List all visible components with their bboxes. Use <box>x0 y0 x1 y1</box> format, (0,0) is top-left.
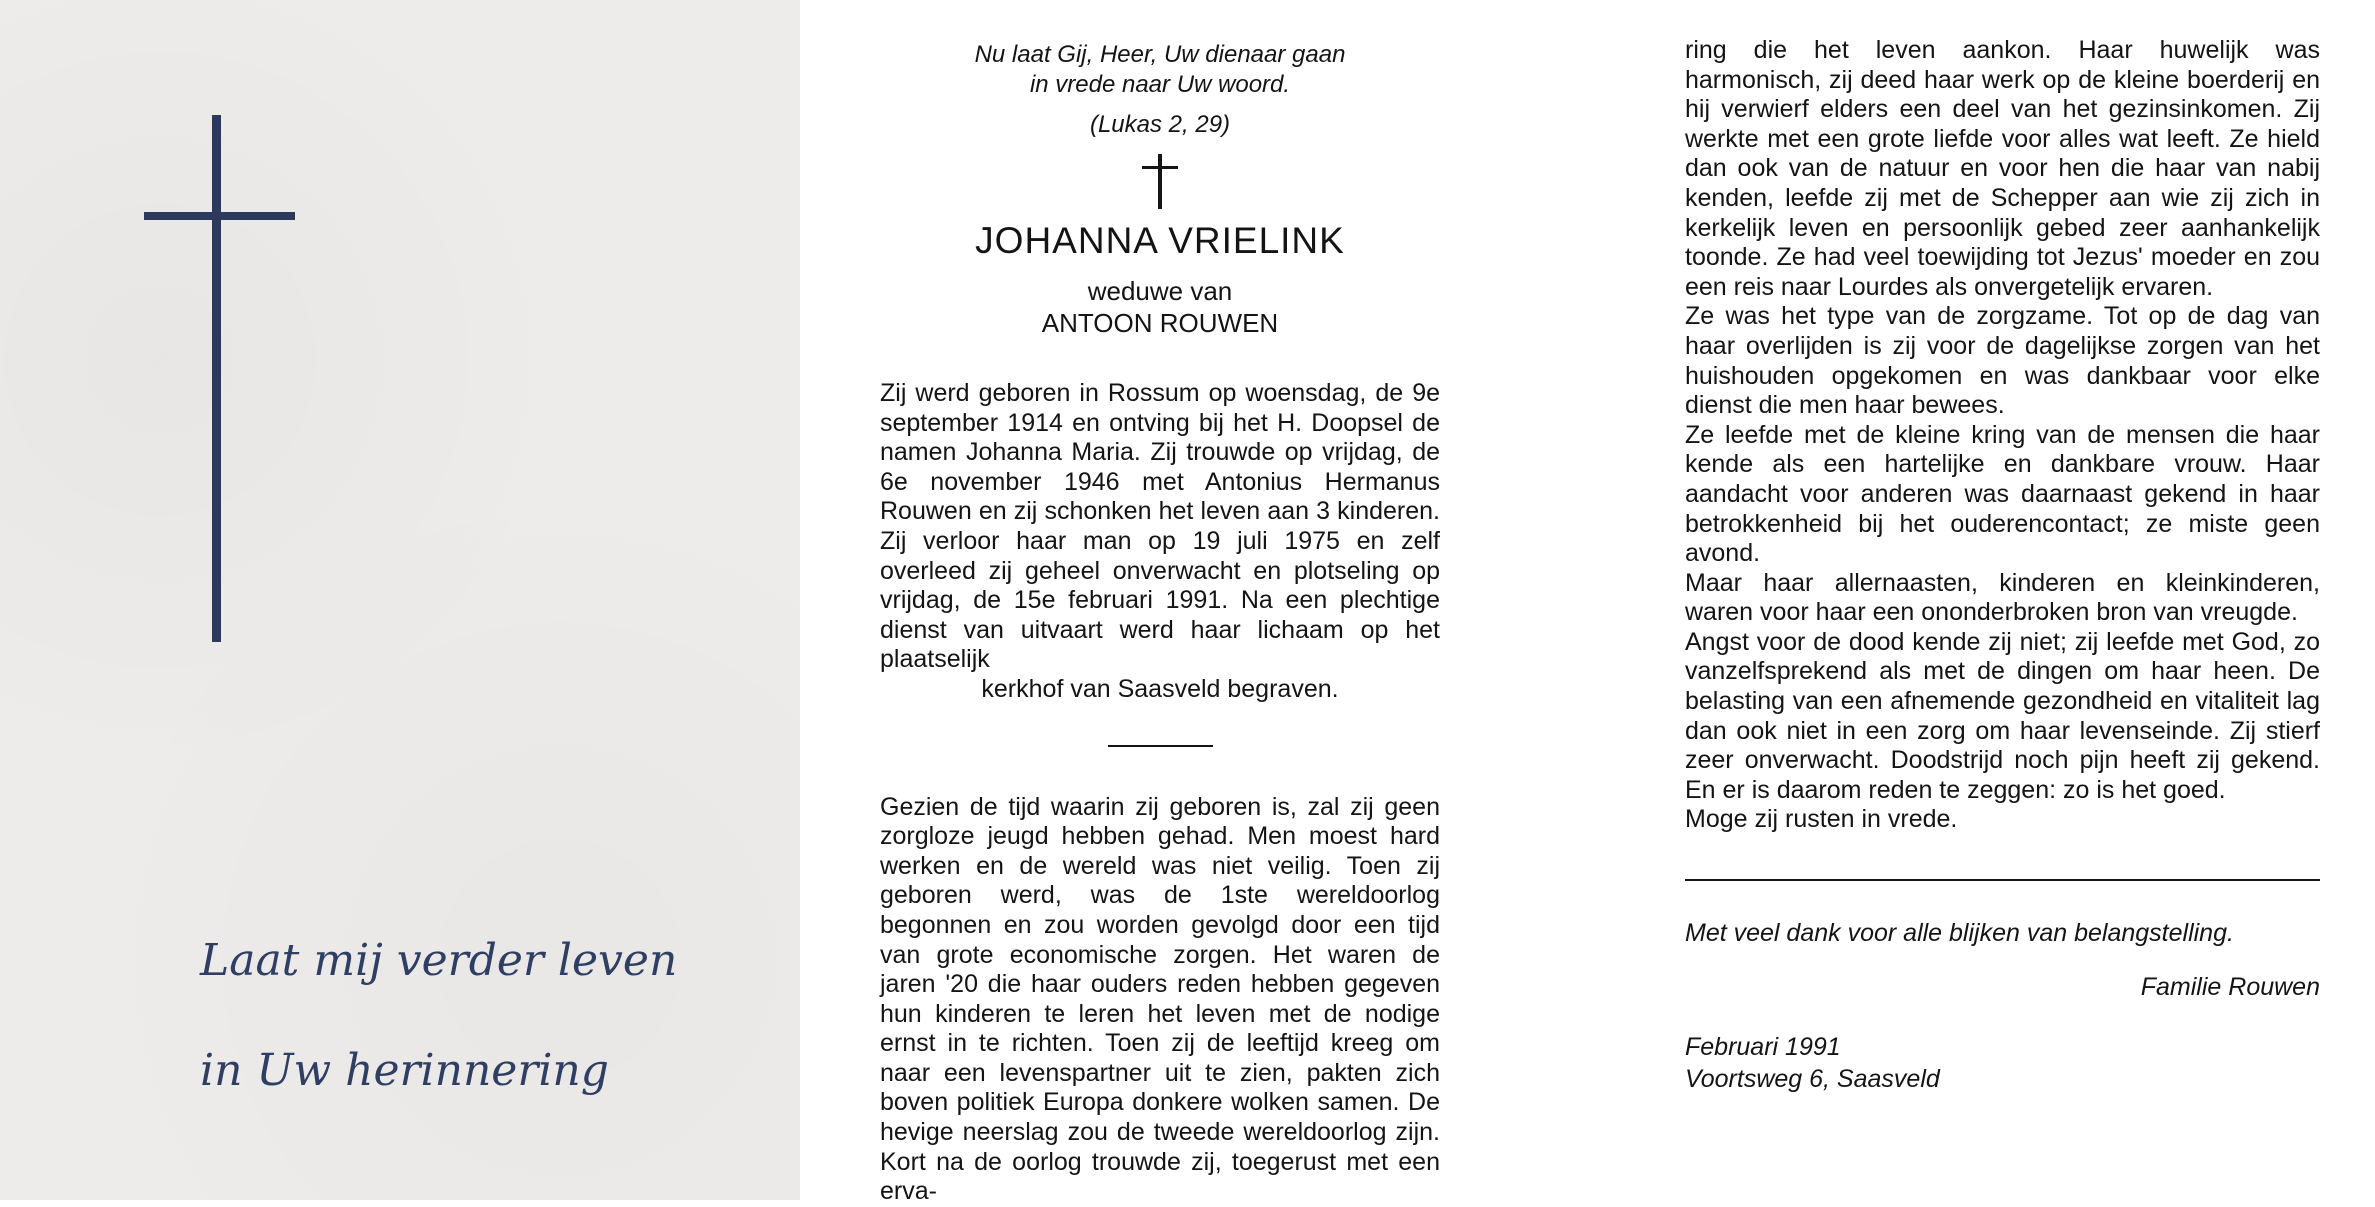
spouse-name: ANTOON ROUWEN <box>1041 308 1279 338</box>
footer-date: Februari 1991 <box>1685 1033 1841 1062</box>
script-line-1: Laat mij verder leven <box>200 935 678 986</box>
script-line-2: in Uw herinnering <box>200 1045 609 1096</box>
biography-paragraph-1-body: Zij werd geboren in Rossum op woensdag, de 9e september 1914 en ontving bij het H. Doopsel de namen Johanna Maria. Zij trouwde op vrijdag, de 6e november 1946 met Antonius Hermanus Rouwen en zij schonken het leven aan 3 kinderen. Zij verloor haar man op 19 juli 1975 en zelf overleed zij geheel onverwacht en plotseling op vrijdag, de 15e februari 1991. Na een plechtige dienst van uitvaart werd haar lichaam op het plaatselijk <box>880 379 1440 674</box>
cross-icon <box>1140 154 1180 209</box>
section-divider <box>1108 745 1213 747</box>
right-paragraph-4: Maar haar allernaasten, kinderen en kleinkinderen, waren voor haar een ononderbroken bron van vreugde. <box>1685 568 2320 627</box>
right-paragraph-2: Ze was het type van de zorgzame. Tot op de dag van haar overlijden is zij voor de dagelijkse zorgen van het huishouden opgekomen en was dankbaar voor elke dienst die men haar bewees. <box>1685 302 2320 420</box>
bible-quote <box>880 40 1440 100</box>
right-paragraph-1: ring die het leven aankon. Haar huwelijk was harmonisch, zij deed haar werk op de kleine boerderij en hij verwierf elders een deel van het gezinsinkomen. Zij werkte met een grote liefde voor alles wat leeft. Ze hield dan ook van de natuur en voor hen die haar van nabij kenden, leefde zij met de Schepper aan wie zij zich in kerkelijk leven en persoonlijk gebed zeer aanhankelijk toonde. Ze had veel toewijding tot Jezus' moeder en zou een reis naar Lourdes als onvergetelijk ervaren. <box>1685 36 2320 301</box>
deceased-name: JOHANNA VRIELINK <box>975 220 1345 261</box>
footer-address: Voortsweg 6, Saasveld <box>1685 1065 1940 1094</box>
left-card-panel <box>0 0 800 1200</box>
cross-icon-horizontal <box>144 212 295 220</box>
quote-line-2: in vrede naar Uw woord. <box>1029 71 1291 98</box>
right-paragraph-5: Angst voor de dood kende zij niet; zij leefde met God, zo vanzelfsprekend als met de dingen om haar heen. De belasting van een afnemende gezondheid en vitaliteit lag dan ook niet in een zorg om haar levenseinde. Zij stierf zeer onverwacht. Doodstrijd noch pijn heeft zij gekend. En er is daarom reden te zeggen: zo is het goed. <box>1685 627 2320 804</box>
cross-icon-vertical <box>212 115 221 642</box>
biography-paragraph-1 <box>880 379 1440 705</box>
bible-reference: (Lukas 2, 29) <box>1089 111 1231 138</box>
thanks-note: Met veel dank voor alle blijken van belangstelling. <box>1685 919 2234 948</box>
biography-paragraph-2: Gezien de tijd waarin zij geboren is, zal zij geen zorgloze jeugd hebben gehad. Men moest hard werken en de wereld was niet veilig. Toen zij geboren werd, was de 1ste wereldoorlog begonnen en zou worden gevolgd door een tijd van grote economische zorgen. Het waren de jaren '20 die haar ouders reden hebben gegeven hun kinderen te leren het leven met de nodige ernst in te richten. Toen zij de leeftijd kreeg om naar een levenspartner uit te zien, pakten zich boven politiek Europa donkere wolken samen. De hevige neerslag zou de tweede wereldoorlog zijn. Kort na de oorlog trouwde zij, toegerust met een erva- <box>880 792 1440 1206</box>
biography-paragraph-1-last: kerkhof van Saasveld begraven. <box>981 674 1339 703</box>
biography-continued <box>1685 36 2320 835</box>
footer-block <box>1685 1031 2320 1095</box>
quote-line-1: Nu laat Gij, Heer, Uw dienaar gaan <box>974 41 1346 68</box>
right-column <box>1685 36 2320 1095</box>
right-paragraph-6: Moge zij rusten in vrede. <box>1685 805 1958 834</box>
widow-of-label: weduwe van <box>1087 276 1233 306</box>
middle-column <box>880 40 1440 1207</box>
closing-divider <box>1685 879 2320 881</box>
family-signature: Familie Rouwen <box>2140 973 2320 1002</box>
right-paragraph-3: Ze leefde met de kleine kring van de mensen die haar kende als een hartelijke en dankbare vrouw. Haar aandacht voor anderen was daarnaast gekend in haar betrokkenheid bij het ouderencontact; ze miste geen avond. <box>1685 420 2320 568</box>
